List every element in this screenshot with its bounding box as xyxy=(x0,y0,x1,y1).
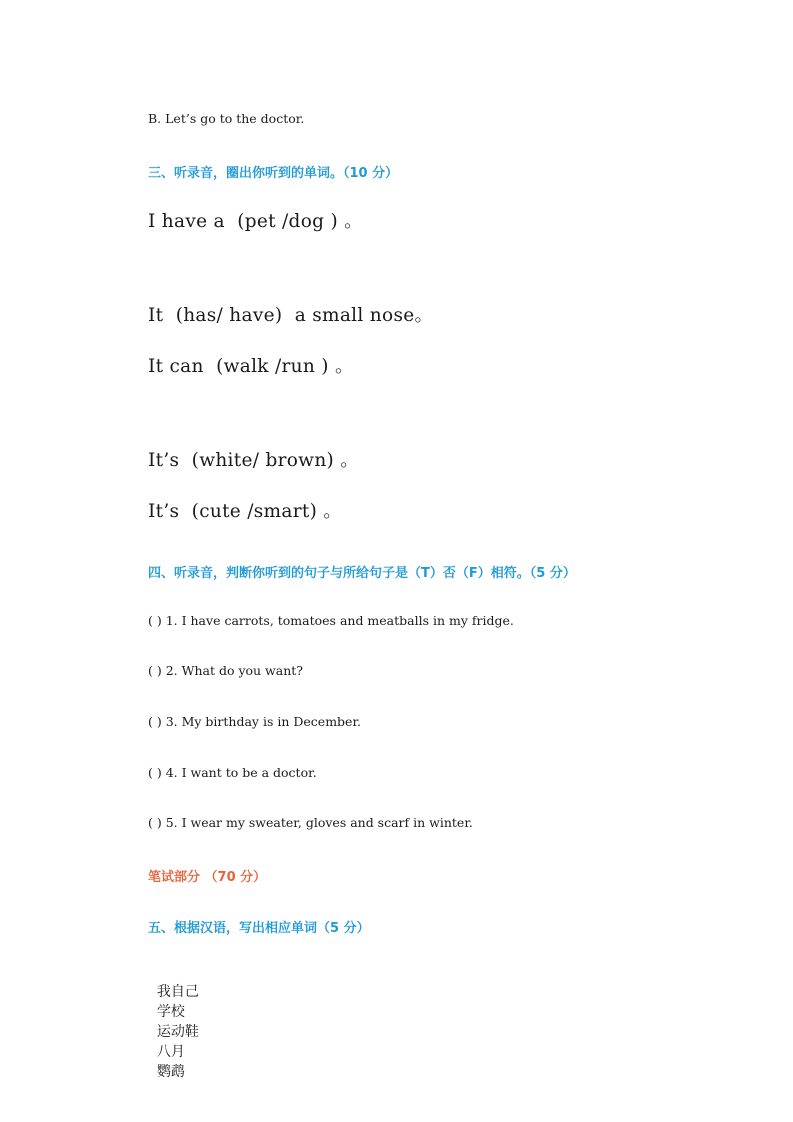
judgement-item-5: ( ) 5. I wear my sweater, gloves and scarf in winter. xyxy=(148,815,473,830)
section-5-heading: 五、根据汉语，写出相应单词（5 分） xyxy=(148,921,370,936)
option-b-text: B. Let’s go to the doctor. xyxy=(148,111,305,126)
judgement-item-1: ( ) 1. I have carrots, tomatoes and meatballs in my fridge. xyxy=(148,613,514,628)
listening-sentence-4: It’s (white/ brown) 。 xyxy=(148,450,360,471)
judgement-item-2: ( ) 2. What do you want? xyxy=(148,663,303,678)
listening-sentence-3: It can (walk /run ) 。 xyxy=(148,356,354,377)
chinese-word: 鹦鹉 xyxy=(156,1064,185,1080)
listening-sentence-1: I have a (pet /dog ) 。 xyxy=(148,211,363,232)
listening-sentence-2: It (has/ have) a small nose。 xyxy=(148,305,434,326)
chinese-word: 我自己 xyxy=(156,984,199,1000)
listening-sentence-5: It’s (cute /smart) 。 xyxy=(148,501,343,522)
judgement-item-3: ( ) 3. My birthday is in December. xyxy=(148,714,362,729)
chinese-word-list xyxy=(148,965,213,1081)
section-3-heading: 三、听录音，圈出你听到的单词。（10 分） xyxy=(148,166,399,181)
chinese-word: 学校 xyxy=(156,1004,185,1020)
section-4-heading: 四、听录音，判断你听到的句子与所给句子是（T）否（F）相符。（5 分） xyxy=(148,566,576,581)
chinese-word: 八月 xyxy=(156,1044,185,1060)
chinese-word: 运动鞋 xyxy=(156,1024,199,1040)
written-part-heading: 笔试部分 （70 分） xyxy=(148,870,267,885)
judgement-item-4: ( ) 4. I want to be a doctor. xyxy=(148,765,317,780)
